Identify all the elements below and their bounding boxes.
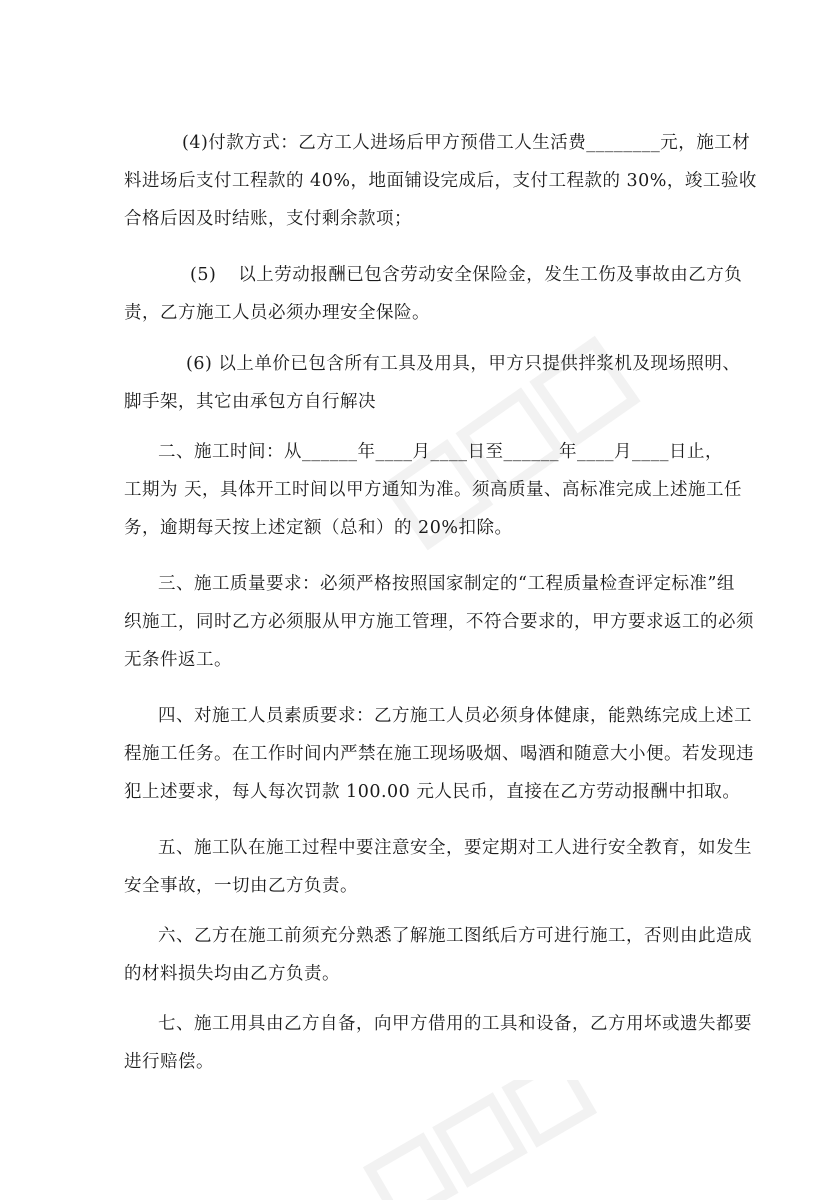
text-line: 织施工，同时乙方必须服从甲方施工管理，不符合要求的，甲方要求返工的必须 xyxy=(124,612,754,632)
text-line: (4)付款方式：乙方工人进场后甲方预借工人生活费________元，施工材 xyxy=(182,133,751,153)
text-line: 工期为 天，具体开工时间以甲方通知为准。须高质量、高标准完成上述施工任 xyxy=(124,480,743,500)
text-line: 务，逾期每天按上述定额（总和）的 20%扣除。 xyxy=(124,518,513,538)
text-line: 合格后因及时结账，支付剩余款项； xyxy=(124,209,412,229)
text-line: 犯上述要求，每人每次罚款 100.00 元人民币，直接在乙方劳动报酬中扣取。 xyxy=(124,782,741,802)
text-line: 脚手架，其它由承包方自行解决 xyxy=(124,392,376,412)
text-line: 料进场后支付工程款的 40%，地面铺设完成后，支付工程款的 30%，竣工验收 xyxy=(124,171,757,191)
text-line: (6) 以上单价已包含所有工具及用具，甲方只提供拌浆机及现场照明、 xyxy=(186,354,741,374)
text-line: 程施工任务。在工作时间内严禁在施工现场吸烟、喝酒和随意大小便。若发现违 xyxy=(124,744,754,764)
item-number: (5) xyxy=(190,265,217,285)
text-line: 责，乙方施工人员必须办理安全保险。 xyxy=(124,303,430,323)
section-personnel-requirements xyxy=(124,697,754,811)
text-line: 四、对施工人员素质要求：乙方施工人员必须身体健康，能熟练完成上述工 xyxy=(158,706,752,726)
text-line: 三、施工质量要求：必须严格按照国家制定的“工程质量检查评定标准”组 xyxy=(158,574,735,594)
section-safety xyxy=(124,829,752,905)
text-line: 二、施工时间：从______年____月____日至______年____月____日止， xyxy=(158,442,723,462)
paragraph-insurance xyxy=(124,256,743,332)
text-line: 进行赔偿。 xyxy=(124,1052,214,1072)
text-line: 无条件返工。 xyxy=(124,650,232,670)
section-quality-requirements xyxy=(124,565,754,679)
text-line: 七、施工用具由乙方自备，向甲方借用的工具和设备，乙方用坏或遗失都要 xyxy=(158,1014,752,1034)
text-line: 安全事故，一切由乙方负责。 xyxy=(124,876,358,896)
paragraph-payment-method xyxy=(124,124,757,238)
text-line: 的材料损失均由乙方负责。 xyxy=(124,964,340,984)
text-line: 五、施工队在施工过程中要注意安全，要定期对工人进行安全教育，如发生 xyxy=(158,838,752,858)
watermark-logo-bottom xyxy=(330,1080,630,1200)
text-line xyxy=(124,256,743,294)
paragraph-unit-price xyxy=(124,345,741,421)
section-construction-time xyxy=(124,433,743,547)
section-tools xyxy=(124,1005,752,1081)
text-line: 六、乙方在施工前须充分熟悉了解施工图纸后方可进行施工，否则由此造成 xyxy=(158,926,752,946)
text-fragment: 以上劳动报酬已包含劳动安全保险金，发生工伤及事故由乙方负 xyxy=(238,265,743,285)
section-drawings xyxy=(124,917,752,993)
